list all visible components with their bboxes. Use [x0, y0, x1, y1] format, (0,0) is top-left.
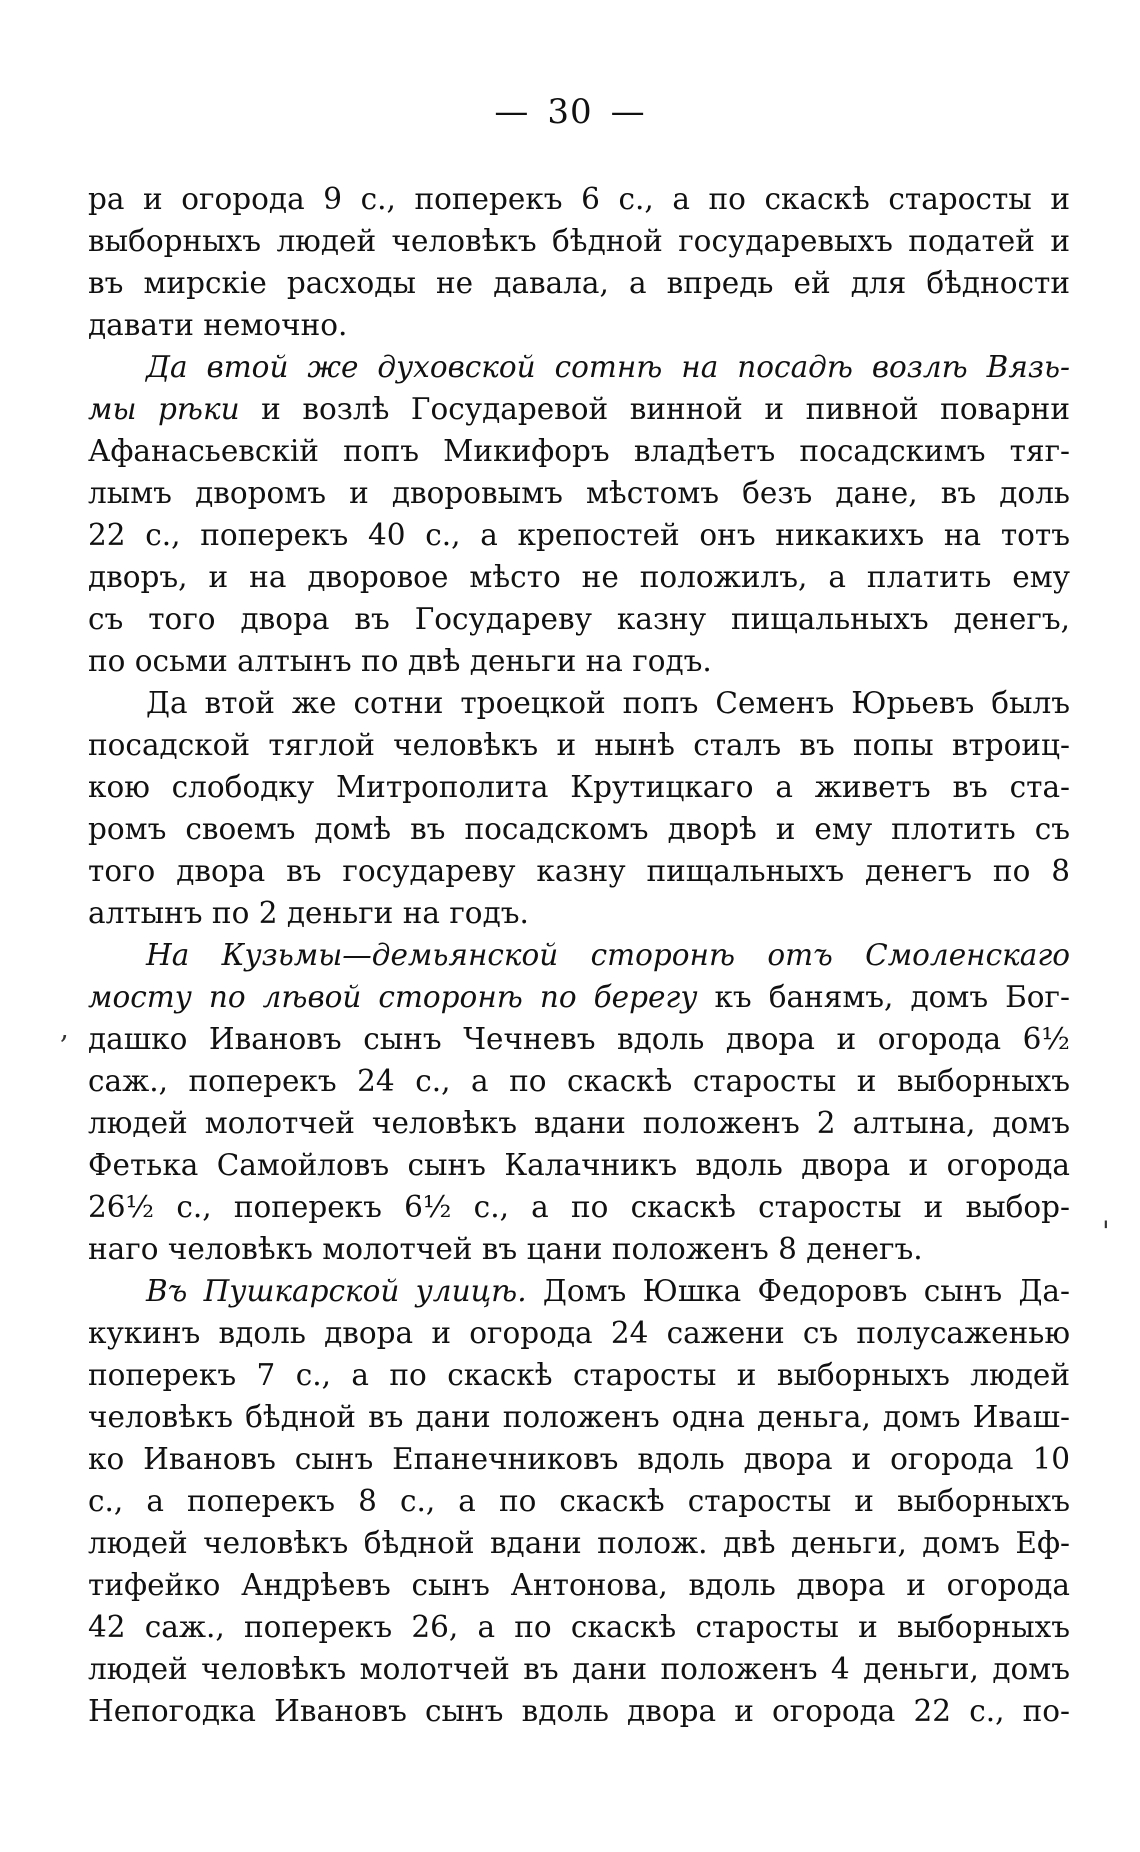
line-text: людей человѣкъ бѣдной вдани полож. двѣ деньги, домъ Еф-: [88, 1526, 1070, 1560]
text-line: [88, 346, 1070, 388]
line-text: 22 с., поперекъ 40 с., а крепостей онъ никакихъ на тотъ: [88, 518, 1070, 552]
text-line: [88, 1270, 1070, 1312]
text-line: [88, 1480, 1070, 1522]
text-line: [88, 892, 1070, 934]
line-text: ромъ своемъ домѣ въ посадскомъ дворѣ и ему плотить съ: [88, 812, 1070, 846]
text-line: [88, 1060, 1070, 1102]
text-line: [88, 556, 1070, 598]
text-line: [88, 1648, 1070, 1690]
line-text: по осьми алтынъ по двѣ деньги на годъ.: [88, 644, 712, 678]
line-text: человѣкъ бѣдной въ дани положенъ одна деньга, домъ Иваш-: [88, 1400, 1070, 1434]
line-text: съ того двора въ Государеву казну пищальныхъ денегъ,: [88, 602, 1070, 636]
text-line: [88, 1312, 1070, 1354]
line-text: Афанасьевскій попъ Микифоръ владѣетъ посадскимъ тяг-: [88, 434, 1070, 468]
text-line: [88, 1354, 1070, 1396]
text-line: [88, 178, 1070, 220]
text-line: [88, 514, 1070, 556]
line-text: того двора въ государеву казну пищальныхъ денегъ по 8: [88, 854, 1070, 888]
line-text: людей молотчей человѣкъ вдани положенъ 2 алтына, домъ: [88, 1106, 1070, 1140]
text-line: [88, 1522, 1070, 1564]
line-text: с., а поперекъ 8 с., а по скаскѣ старосты и выборныхъ: [88, 1484, 1070, 1518]
line-text: къ банямъ, домъ Бог-: [697, 980, 1070, 1014]
text-line: [88, 1228, 1070, 1270]
line-text: давати немочно.: [88, 308, 348, 342]
page-number: 30: [547, 92, 593, 132]
margin-mark-left: ,: [60, 1012, 69, 1045]
line-text: поперекъ 7 с., а по скаскѣ старосты и выборныхъ людей: [88, 1358, 1070, 1392]
italic-heading: мосту по лѣвой сторонѣ по берегу: [88, 980, 698, 1014]
text-line: [88, 220, 1070, 262]
text-line: [88, 598, 1070, 640]
line-text: кою слободку Митрополита Крутицкаго а живетъ въ ста-: [88, 770, 1070, 804]
text-line: [88, 430, 1070, 472]
text-line: [88, 976, 1070, 1018]
text-line: [88, 1438, 1070, 1480]
text-line: [88, 1186, 1070, 1228]
text-line: [88, 262, 1070, 304]
line-text: ра и огорода 9 с., поперекъ 6 с., а по скаскѣ старосты и: [88, 182, 1070, 216]
text-line: [88, 850, 1070, 892]
italic-heading: Въ Пушкарской улицѣ.: [146, 1274, 527, 1308]
text-line: [88, 472, 1070, 514]
line-text: ко Ивановъ сынъ Епанечниковъ вдоль двора и огорода 10: [88, 1442, 1070, 1476]
text-line: [88, 1144, 1070, 1186]
text-line: [88, 934, 1070, 976]
text-line: [88, 1102, 1070, 1144]
text-line: [88, 808, 1070, 850]
text-line: [88, 304, 1070, 346]
italic-heading: Да втой же духовской сотнѣ на посадѣ возлѣ Вязь-: [146, 350, 1070, 384]
body-text: [88, 178, 1070, 1732]
text-line: [88, 1606, 1070, 1648]
line-text: дашко Ивановъ сынъ Чечневъ вдоль двора и огорода 6½: [88, 1022, 1070, 1056]
line-text: 26½ с., поперекъ 6½ с., а по скаскѣ старосты и выбор-: [88, 1190, 1070, 1224]
line-text: и возлѣ Государевой винной и пивной поварни: [239, 392, 1070, 426]
line-text: саж., поперекъ 24 с., а по скаскѣ старосты и выборныхъ: [88, 1064, 1070, 1098]
dash-right: —: [610, 92, 646, 132]
line-text: кукинъ вдоль двора и огорода 24 сажени съ полусаженью: [88, 1316, 1070, 1350]
text-line: [88, 1690, 1070, 1732]
line-text: наго человѣкъ молотчей въ цани положенъ 8 денегъ.: [88, 1232, 923, 1266]
line-text: дворъ, и на дворовое мѣсто не положилъ, а платить ему: [88, 560, 1070, 594]
text-line: [88, 1018, 1070, 1060]
dash-left: —: [494, 92, 530, 132]
page-number-header: [0, 92, 1140, 132]
text-line: [88, 682, 1070, 724]
margin-mark-right: ': [1102, 1215, 1110, 1248]
line-text: Фетька Самойловъ сынъ Калачникъ вдоль двора и огорода: [88, 1148, 1070, 1182]
italic-heading: мы рѣки: [88, 392, 240, 426]
line-text: Непогодка Ивановъ сынъ вдоль двора и огорода 22 с., по-: [88, 1694, 1070, 1728]
line-text: посадской тяглой человѣкъ и нынѣ сталъ въ попы втроиц-: [88, 728, 1070, 762]
text-line: [88, 1396, 1070, 1438]
text-line: [88, 640, 1070, 682]
text-line: [88, 724, 1070, 766]
text-line: [88, 1564, 1070, 1606]
line-text: людей человѣкъ молотчей въ дани положенъ 4 деньги, домъ: [88, 1652, 1070, 1686]
line-text: тифейко Андрѣевъ сынъ Антонова, вдоль двора и огорода: [88, 1568, 1070, 1602]
line-text: выборныхъ людей человѣкъ бѣдной государевыхъ податей и: [88, 224, 1070, 258]
line-text: Да втой же сотни троецкой попъ Семенъ Юрьевъ былъ: [146, 686, 1070, 720]
line-text: лымъ дворомъ и дворовымъ мѣстомъ безъ дане, въ доль: [88, 476, 1070, 510]
italic-heading: На Кузьмы—демьянской сторонѣ отъ Смоленскаго: [146, 938, 1070, 972]
text-line: [88, 766, 1070, 808]
line-text: алтынъ по 2 деньги на годъ.: [88, 896, 529, 930]
text-line: [88, 388, 1070, 430]
line-text: въ мирскіе расходы не давала, а впредь ей для бѣдности: [88, 266, 1070, 300]
line-text: 42 саж., поперекъ 26, а по скаскѣ старосты и выборныхъ: [88, 1610, 1070, 1644]
line-text: Домъ Юшка Федоровъ сынъ Да-: [526, 1274, 1070, 1308]
